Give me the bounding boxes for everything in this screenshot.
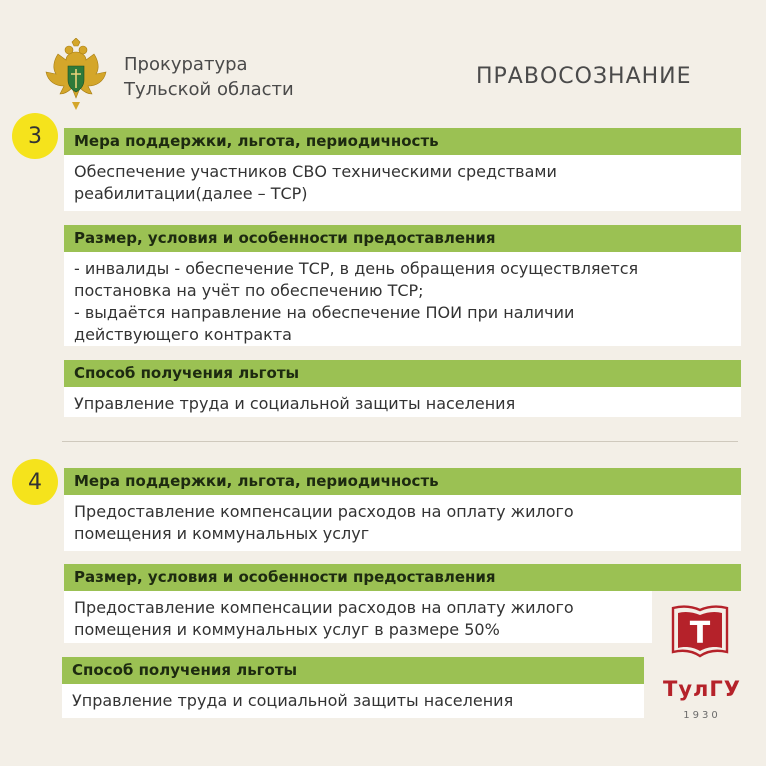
conditions-text: - инвалиды - обеспечение ТСР, в день обращения осуществляется постановка на учёт по обеспечению ТСР; - выдаётся направление на обеспечение ПОИ при наличии действующего контракта [64,252,741,346]
method-text: Управление труда и социальной защиты населения [62,684,644,718]
prosecutor-emblem-icon [36,38,116,118]
organization-name-line2: Тульской области [124,79,294,100]
item-number-badge: 3 [12,113,58,159]
section-title: ПРАВОСОЗНАНИЕ [476,64,692,89]
method-header: Способ получения льготы [64,360,741,387]
section-divider [62,441,738,442]
measure-text: Предоставление компенсации расходов на оплату жилого помещения и коммунальных услуг [64,495,741,551]
method-text: Управление труда и социальной защиты населения [64,387,741,417]
method-header: Способ получения льготы [62,657,644,684]
tulgu-logo-letter: Т [689,616,711,651]
tulgu-logo-icon [669,602,731,664]
conditions-text: Предоставление компенсации расходов на оплату жилого помещения и коммунальных услуг в размере 50% [64,591,652,643]
measure-header: Мера поддержки, льгота, периодичность [64,468,741,495]
organization-name-line1: Прокуратура [124,54,248,75]
conditions-header: Размер, условия и особенности предоставления [64,225,741,252]
measure-header: Мера поддержки, льгота, периодичность [64,128,741,155]
measure-text: Обеспечение участников СВО техническими средствами реабилитации(далее – ТСР) [64,155,741,211]
organization-name [124,52,294,102]
item-number-badge: 4 [12,459,58,505]
tulgu-logo-name: ТулГУ [663,677,741,701]
conditions-header: Размер, условия и особенности предоставления [64,564,741,591]
tulgu-logo-year: 1930 [683,710,721,721]
